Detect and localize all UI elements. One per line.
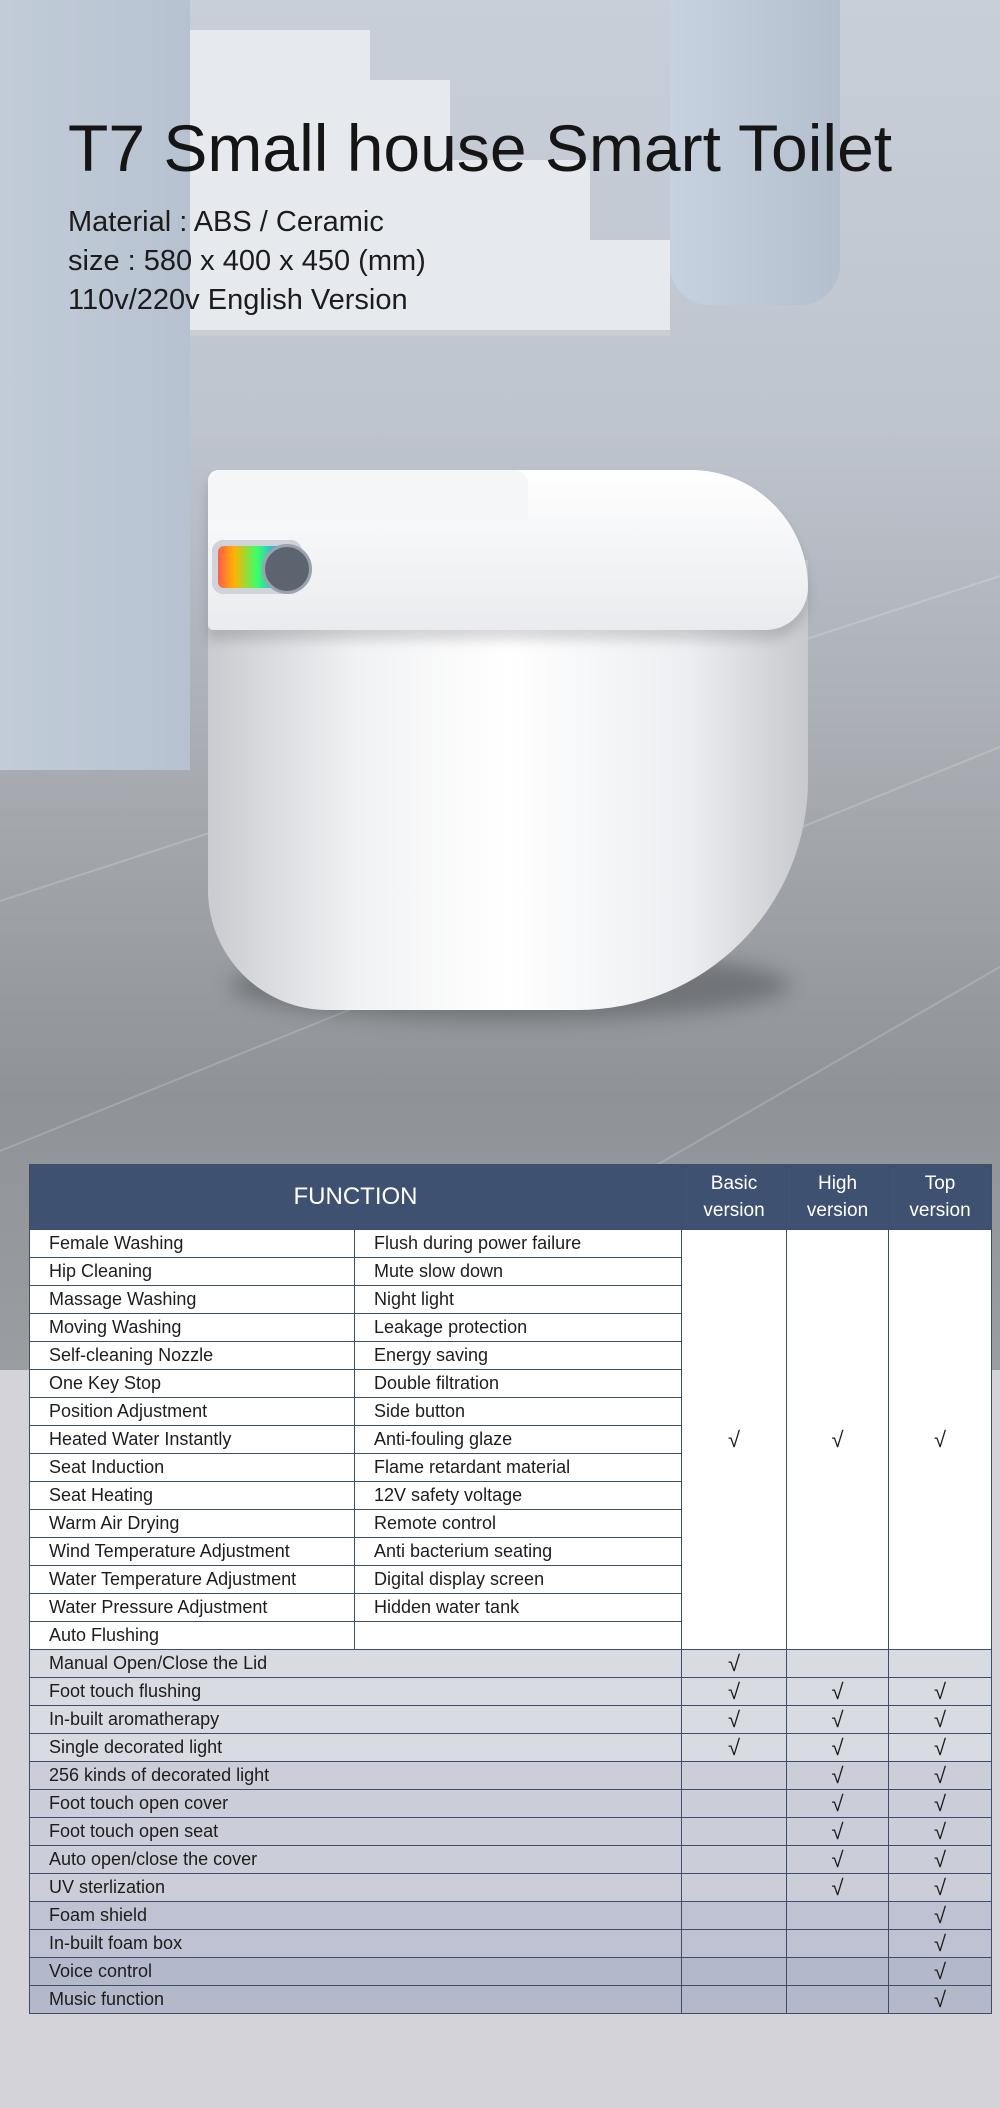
function-comparison-table bbox=[29, 1164, 992, 2014]
version-feature-row bbox=[30, 1986, 992, 2014]
high-check-cell: √ bbox=[787, 1734, 889, 1762]
high-check-cell bbox=[787, 1958, 889, 1986]
feature-label: Anti bacterium seating bbox=[355, 1538, 682, 1566]
size-spec: size : 580 x 400 x 450 (mm) bbox=[68, 245, 426, 277]
version-feature-row bbox=[30, 1930, 992, 1958]
basic-check-cell bbox=[682, 1986, 787, 2014]
feature-label: Foot touch flushing bbox=[30, 1678, 682, 1706]
top-check-cell: √ bbox=[889, 1846, 992, 1874]
feature-label: Water Temperature Adjustment bbox=[30, 1566, 355, 1594]
feature-label bbox=[355, 1622, 682, 1650]
top-version-check: √ bbox=[889, 1230, 992, 1650]
feature-label: Heated Water Instantly bbox=[30, 1426, 355, 1454]
high-check-cell: √ bbox=[787, 1818, 889, 1846]
version-feature-row bbox=[30, 1650, 992, 1678]
high-check-cell bbox=[787, 1986, 889, 2014]
stair-step bbox=[190, 30, 370, 80]
side-knob-icon bbox=[262, 544, 312, 594]
top-check-cell: √ bbox=[889, 1902, 992, 1930]
basic-check-cell bbox=[682, 1930, 787, 1958]
feature-label: Hidden water tank bbox=[355, 1594, 682, 1622]
basic-check-cell bbox=[682, 1958, 787, 1986]
feature-label: Foam shield bbox=[30, 1902, 682, 1930]
version-feature-row bbox=[30, 1678, 992, 1706]
top-check-cell bbox=[889, 1650, 992, 1678]
feature-label: Water Pressure Adjustment bbox=[30, 1594, 355, 1622]
feature-label: Leakage protection bbox=[355, 1314, 682, 1342]
feature-label: Seat Induction bbox=[30, 1454, 355, 1482]
top-check-cell: √ bbox=[889, 1874, 992, 1902]
feature-label: Double filtration bbox=[355, 1370, 682, 1398]
common-feature-row bbox=[30, 1230, 992, 1258]
feature-label: Manual Open/Close the Lid bbox=[30, 1650, 682, 1678]
top-check-cell: √ bbox=[889, 1818, 992, 1846]
version-feature-row bbox=[30, 1846, 992, 1874]
feature-label: Self-cleaning Nozzle bbox=[30, 1342, 355, 1370]
basic-check-cell bbox=[682, 1846, 787, 1874]
basic-check-cell bbox=[682, 1762, 787, 1790]
high-check-cell: √ bbox=[787, 1874, 889, 1902]
top-check-cell: √ bbox=[889, 1930, 992, 1958]
feature-label: Digital display screen bbox=[355, 1566, 682, 1594]
top-version-header: Top version bbox=[889, 1165, 992, 1230]
top-check-cell: √ bbox=[889, 1678, 992, 1706]
high-check-cell: √ bbox=[787, 1846, 889, 1874]
basic-version-header: Basic version bbox=[682, 1165, 787, 1230]
top-check-cell: √ bbox=[889, 1706, 992, 1734]
basic-check-cell: √ bbox=[682, 1706, 787, 1734]
material-spec: Material : ABS / Ceramic bbox=[68, 206, 384, 238]
feature-label: Flush during power failure bbox=[355, 1230, 682, 1258]
version-feature-row bbox=[30, 1818, 992, 1846]
feature-label: Hip Cleaning bbox=[30, 1258, 355, 1286]
feature-label: Warm Air Drying bbox=[30, 1510, 355, 1538]
feature-label: Auto open/close the cover bbox=[30, 1846, 682, 1874]
basic-check-cell: √ bbox=[682, 1734, 787, 1762]
common-features bbox=[30, 1230, 992, 1650]
feature-label: Music function bbox=[30, 1986, 682, 2014]
top-check-cell: √ bbox=[889, 1790, 992, 1818]
feature-label: Remote control bbox=[355, 1510, 682, 1538]
top-check-cell: √ bbox=[889, 1958, 992, 1986]
high-check-cell: √ bbox=[787, 1678, 889, 1706]
high-version-check: √ bbox=[787, 1230, 889, 1650]
feature-label: Energy saving bbox=[355, 1342, 682, 1370]
version-features bbox=[30, 1650, 992, 2014]
version-feature-row bbox=[30, 1958, 992, 1986]
high-version-header: High version bbox=[787, 1165, 889, 1230]
high-check-cell: √ bbox=[787, 1706, 889, 1734]
basic-version-check: √ bbox=[682, 1230, 787, 1650]
top-check-cell: √ bbox=[889, 1734, 992, 1762]
feature-label: Moving Washing bbox=[30, 1314, 355, 1342]
basic-check-cell bbox=[682, 1874, 787, 1902]
feature-label: Single decorated light bbox=[30, 1734, 682, 1762]
feature-label: Position Adjustment bbox=[30, 1398, 355, 1426]
feature-label: Flame retardant material bbox=[355, 1454, 682, 1482]
high-check-cell bbox=[787, 1650, 889, 1678]
function-header: FUNCTION bbox=[30, 1165, 682, 1230]
feature-label: Night light bbox=[355, 1286, 682, 1314]
feature-label: Foot touch open cover bbox=[30, 1790, 682, 1818]
basic-check-cell bbox=[682, 1902, 787, 1930]
feature-label: Wind Temperature Adjustment bbox=[30, 1538, 355, 1566]
feature-label: Foot touch open seat bbox=[30, 1818, 682, 1846]
product-title: T7 Small house Smart Toilet bbox=[68, 111, 893, 185]
high-check-cell bbox=[787, 1930, 889, 1958]
feature-label: UV sterlization bbox=[30, 1874, 682, 1902]
feature-label: Side button bbox=[355, 1398, 682, 1426]
basic-check-cell bbox=[682, 1790, 787, 1818]
version-feature-row bbox=[30, 1902, 992, 1930]
basic-check-cell: √ bbox=[682, 1678, 787, 1706]
version-feature-row bbox=[30, 1706, 992, 1734]
feature-label: 256 kinds of decorated light bbox=[30, 1762, 682, 1790]
feature-label: Massage Washing bbox=[30, 1286, 355, 1314]
basic-check-cell bbox=[682, 1818, 787, 1846]
feature-label: Auto Flushing bbox=[30, 1622, 355, 1650]
version-feature-row bbox=[30, 1734, 992, 1762]
feature-label: Voice control bbox=[30, 1958, 682, 1986]
feature-label: Female Washing bbox=[30, 1230, 355, 1258]
toilet-tank bbox=[208, 470, 528, 520]
feature-label: One Key Stop bbox=[30, 1370, 355, 1398]
high-check-cell: √ bbox=[787, 1762, 889, 1790]
basic-check-cell: √ bbox=[682, 1650, 787, 1678]
voltage-spec: 110v/220v English Version bbox=[68, 284, 408, 316]
high-check-cell: √ bbox=[787, 1790, 889, 1818]
feature-label: Anti-fouling glaze bbox=[355, 1426, 682, 1454]
top-check-cell: √ bbox=[889, 1986, 992, 2014]
version-feature-row bbox=[30, 1874, 992, 1902]
top-check-cell: √ bbox=[889, 1762, 992, 1790]
feature-label: In-built aromatherapy bbox=[30, 1706, 682, 1734]
feature-label: In-built foam box bbox=[30, 1930, 682, 1958]
version-feature-row bbox=[30, 1762, 992, 1790]
feature-label: 12V safety voltage bbox=[355, 1482, 682, 1510]
feature-label: Seat Heating bbox=[30, 1482, 355, 1510]
version-feature-row bbox=[30, 1790, 992, 1818]
feature-label: Mute slow down bbox=[355, 1258, 682, 1286]
high-check-cell bbox=[787, 1902, 889, 1930]
